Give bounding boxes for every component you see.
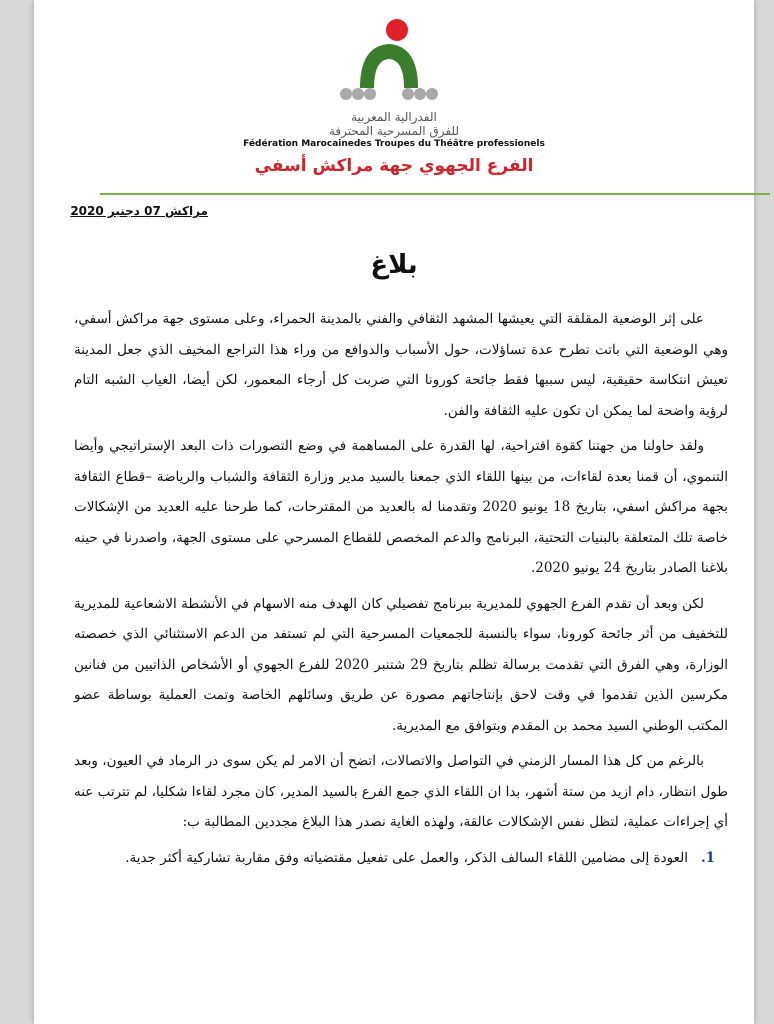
document-date: مراكش 07 دجنبر 2020 [70,204,208,218]
request-number: 1. [700,849,716,866]
logo-green-arch [360,44,418,88]
federation-logo [334,14,444,114]
org-name-arabic-line2: للفرق المسرحية المحترفة [328,124,460,138]
document-title: بلاغ [370,250,418,280]
paragraph: بالرغم من كل هذا المسار الزمني في التواصل والاتصالات، اتضح أن الامر لم يكن سوى در الرماد في العيون، وبعد طول انتظار، دام ازيد من ستة أشهر، بدا ان اللقاء الذي جمع الفرع بالسيد المدير، كان مجرد لقاءا شكليا، لم تترتب عنه أي إجراءات عملية، لتظل نفس الإشكالات عالقة، ولهذه الغاية نصدر هذا البلاغ مجددين المطالبة ب: [74,753,728,830]
document-page [34,0,754,1024]
logo-red-dot [386,19,408,41]
paragraph: ولقد حاولنا من جهتنا كقوة اقتراحية، لها القدرة على المساهمة في وضع التصورات ذات البعد الإستراتيجي وأيضا التنموي، أن قمنا بعدة لقاءات، من بينها اللقاء الذي جمعنا بالسيد مدير وزارة الثقافة والشباب والرياضة –قطاع الثقافة بجهة مراكش اسفي، بتاريخ 18 يونيو 2020 وتقدمنا له بالعديد من المقترحات، كما طرحنا عليه العديد من الإشكالات خاصة تلك المتعلقة بالبنيات التحتية، البرنامج والدعم المخصص للقطاع المسرحي على مستوى الجهة، واصدرنا في حينه بلاغنا الصادر بتاريخ 24 يونيو 2020. [74,438,728,576]
paragraph: لكن وبعد أن تقدم الفرع الجهوي للمديرية ببرنامج تفصيلي كان الهدف منه الاسهام في الأنشطة الاشعاعية للمديرية للتخفيف من أثر جائحة كورونا، سواء بالنسبة للجمعيات المسرحية التي لم تستفد من الدعم الاستثنائي الذي خصصته الوزارة، وهي الفرق التي تقدمت برسالة تظلم بتاريخ 29 شتنبر 2020 للفرع الجهوي أو الأشخاص الذاتيين من فنانين مكرسين الذين تقدموا في وقت لاحق بإنتاجاتهم مصورة عن طريق وسائلهم الخاصة وتمت العملية بوساطة عضو المكتب الوطني السيد محمد بن المقدم وبتوافق مع المديرية. [74,595,728,734]
request-text: العودة إلى مضامين اللقاء السالف الذكر، والعمل على تفعيل مقتضياته وفق مقاربة تشاركية أكثر جدية. [125,849,688,866]
paragraph: على إثر الوضعية المقلقة التي يعيشها المشهد الثقافي والفني بالمدينة الحمراء، وعلى مستوى جهة مراكش أسفي، وهي الوضعية التي باتت تطرح عدة تساؤلات، حول الأسباب والدوافع من وراء هذا التراجع المخيف الذي جعل المدينة تعيش انتكاسة حقيقية، ليس سببها فقط جائحة كورونا التي ضربت كل أرجاء المعمور، لكن أيضا، الغياب الشبه التام لرؤية واضحة لما يمكن ان تكون عليه الثقافة والفن. [74,311,728,419]
document-body [74,304,728,873]
org-name-arabic-line1: الفدرالية المغربية [351,110,437,124]
request-item [74,843,728,874]
branch-name: الفرع الجهوي جهة مراكش أسفي [254,156,534,176]
header-divider [100,193,770,195]
org-name-french: Fédération Marocainedes Troupes du Théâtre professionels [243,139,545,149]
